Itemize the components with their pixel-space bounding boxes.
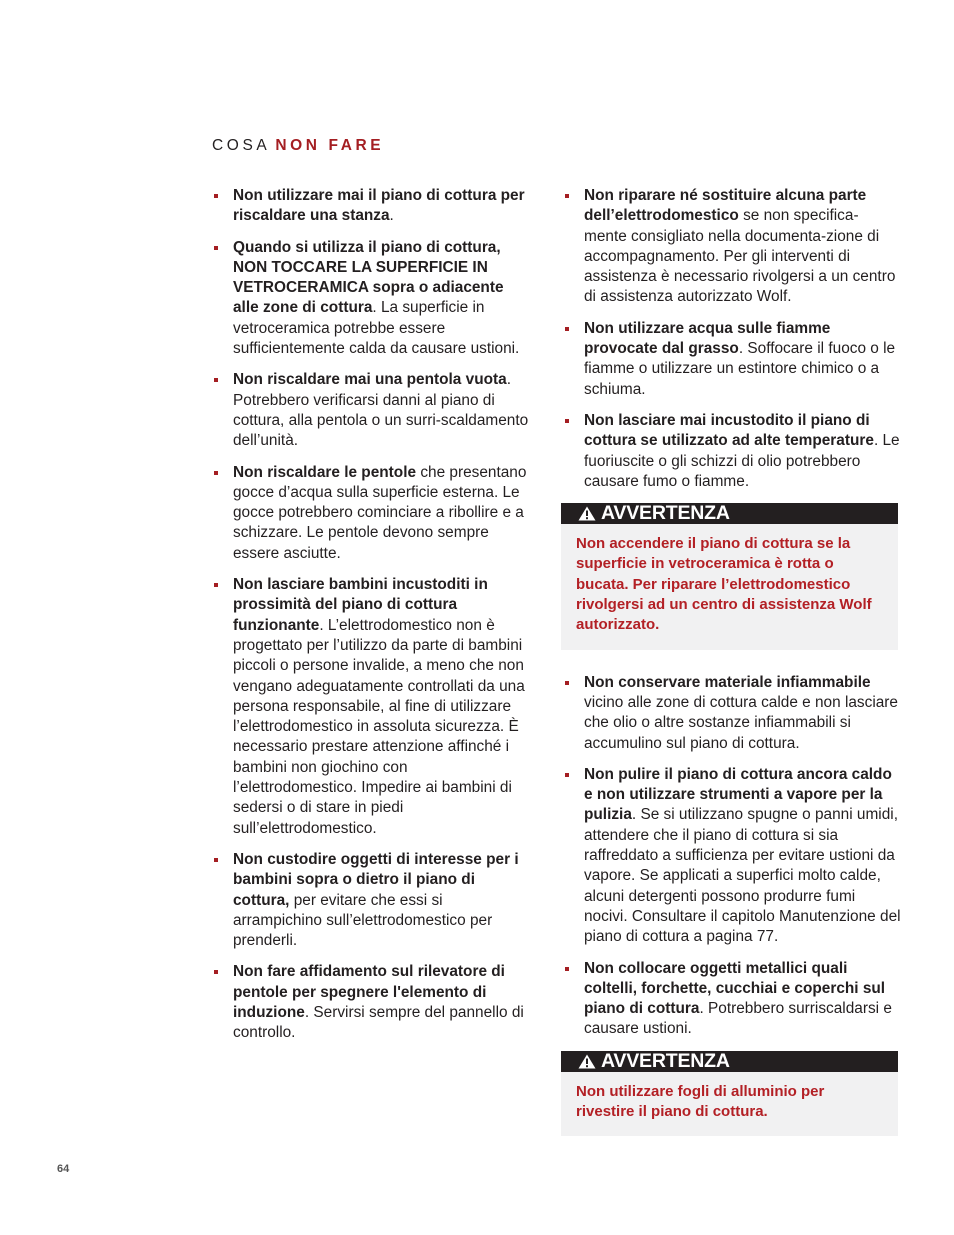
bullet-icon (214, 378, 218, 382)
warning-text-2: Non utilizzare fogli di alluminio per rivestire il piano di cottura. (561, 1072, 898, 1137)
item-text: . Soffocare il fuoco o le fiamme o utilizzare un estintore chimico o a schiuma. (584, 340, 896, 398)
warning-triangle-icon (578, 506, 596, 521)
list-item (233, 370, 533, 451)
right-bullet-list-bottom (561, 673, 901, 1040)
list-item (561, 959, 901, 1040)
list-item (561, 673, 901, 754)
bullet-icon (565, 327, 569, 331)
bullet-icon (214, 246, 218, 250)
item-emphasis: Non custodire oggetti di interesse per i bambini sopra o dietro il piano di cottura, (233, 850, 519, 909)
item-text: . Potrebbero verificarsi danni al piano di cottura, alla pentola o un surri-scaldamento dell’unità. (233, 371, 529, 450)
list-item (233, 463, 533, 564)
list-item (233, 962, 533, 1043)
item-emphasis: Quando si utilizza il piano di cottura, NON TOCCARE LA SUPERFICIE IN VETROCERAMICA sopra o adiacente alle zone di cottura (233, 238, 504, 317)
item-text: . Potrebbero surriscaldarsi e causare ustioni. (584, 1000, 892, 1038)
bullet-icon (565, 194, 569, 198)
bullet-icon (565, 681, 569, 685)
left-bullet-list (233, 186, 533, 1044)
list-item (561, 411, 901, 492)
item-emphasis: Non conservare materiale infiammabile (584, 673, 871, 691)
item-emphasis: Non collocare oggetti metallici quali coltelli, forchette, cucchiai e coperchi sul piano di cottura (584, 959, 886, 1018)
item-text: . Se si utilizzano spugne o panni umidi, attendere che il piano di cottura si sia raffreddato a sufficienza per evitare ustioni da vapore. Se applicati a superfici molto calde, alcuni detergenti possono produrre fumi nocivi. Consultare il capitolo Manutenzione del piano di cottura a pagina 77. (584, 806, 901, 946)
bullet-icon (214, 471, 218, 475)
warning-title-1: AVVERTENZA (601, 502, 730, 525)
item-emphasis: Non riscaldare mai una pentola vuota (233, 371, 507, 389)
item-text: . (389, 207, 394, 225)
list-item (233, 575, 533, 839)
item-text: vicino alle zone di cottura calde e non lasciare che olio o altre sostanze infiammabili si accumulino sul piano di cottura. (584, 693, 898, 752)
right-bullet-list-top (561, 186, 901, 492)
item-emphasis: Non riparare né sostituire alcuna parte dell’elettrodomestico (584, 187, 867, 225)
item-emphasis: Non utilizzare mai il piano di cottura per riscaldare una stanza (233, 187, 525, 225)
warning-text-1: Non accendere il piano di cottura se la superficie in vetroceramica è rotta o bucata. Per riparare l’elettrodomestico rivolgersi ad un centro di assistenza Wolf autorizzato. (561, 524, 898, 649)
warning-header-1 (561, 503, 898, 524)
right-column (561, 186, 901, 1159)
heading-emphasis: NON FARE (275, 137, 385, 154)
item-text: . Le fuoriuscite o gli schizzi di olio potrebbero causare fumo o fiamme. (584, 432, 900, 490)
bullet-icon (214, 194, 218, 198)
item-emphasis: Non lasciare mai incustodito il piano di cottura se utilizzato ad alte temperature (584, 411, 874, 450)
list-item (233, 186, 533, 227)
page-number: 64 (57, 1163, 70, 1175)
heading-prefix: COSA (212, 137, 271, 154)
list-item (561, 765, 901, 948)
list-item (233, 238, 533, 360)
bullet-icon (565, 773, 569, 777)
warning-box-2 (561, 1051, 898, 1137)
list-item (233, 850, 533, 951)
bullet-icon (214, 583, 218, 587)
item-text: . La superficie in vetroceramica potrebbe essere sufficientemente calda da causare ustioni. (233, 299, 520, 358)
item-emphasis: Non riscaldare le pentole (233, 463, 417, 481)
list-item (561, 319, 901, 400)
bullet-icon (565, 419, 569, 423)
section-heading (212, 137, 384, 155)
bullet-icon (214, 970, 218, 974)
item-emphasis: Non lasciare bambini incustoditi in prossimità del piano di cottura funzionante (233, 576, 488, 634)
warning-title-2: AVVERTENZA (601, 1049, 730, 1072)
warning-header-2 (561, 1051, 898, 1072)
item-text: . Servirsi sempre del pannello di controllo. (233, 1003, 524, 1042)
bullet-icon (214, 858, 218, 862)
warning-box-1 (561, 503, 898, 649)
bullet-icon (565, 967, 569, 971)
warning-triangle-icon (578, 1054, 596, 1069)
item-emphasis: Non fare affidamento sul rilevatore di pentole per spegnere l'elemento di induzione (233, 963, 505, 1021)
item-text: se non specifica-mente consigliato nella documenta-zione di accompagnamento. Per gli interventi di assistenza è necessario rivolgersi a un centro di assistenza autorizzato Wolf. (584, 207, 896, 306)
left-column (233, 186, 533, 1055)
item-text: che presentano gocce d’acqua sulla superficie esterna. Le gocce potrebbero cominciare a ribollire e a schizzare. Le pentole devono sempre essere asciutte. (233, 463, 527, 562)
item-text: per evitare che essi si arrampichino sull’elettrodomestico per prenderli. (233, 891, 493, 950)
item-text: . L’elettrodomestico non è progettato per l’utilizzo da parte di bambini piccoli o persone invalide, a meno che non vengano adeguatamente controllati da una persona responsabile, al fine di utilizzare l’elettrodomestico in assoluta sicurezza. È necessario prestare attenzione affinché i bambini non giochino con l’elettrodomestico. Impedire ai bambini di sedersi o di stare in piedi sull’elettrodomestico. (233, 616, 525, 837)
item-emphasis: Non utilizzare acqua sulle fiamme provocate dal grasso (584, 319, 831, 358)
item-emphasis: Non pulire il piano di cottura ancora caldo e non utilizzare strumenti a vapore per la pulizia (584, 765, 892, 824)
list-item (561, 186, 901, 308)
